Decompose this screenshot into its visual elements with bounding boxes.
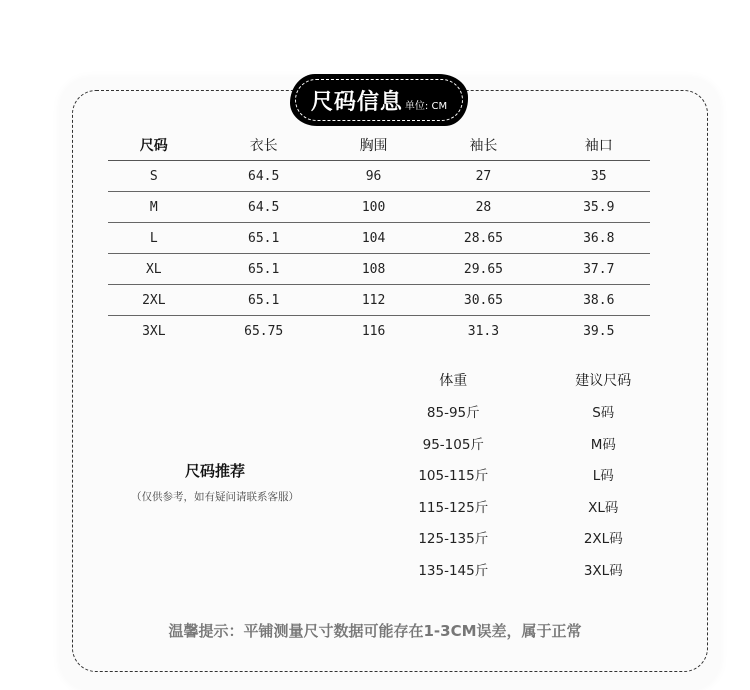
cell-cuff: 38.6 [548, 285, 651, 316]
title-badge [290, 74, 468, 126]
cell-sleeve: 28.65 [419, 223, 547, 254]
cell-cuff: 35.9 [548, 192, 651, 223]
cell-cuff: 39.5 [583, 323, 615, 339]
cell-weight: 115-125斤 [418, 499, 489, 516]
table-row [370, 396, 670, 428]
table-row [370, 553, 670, 585]
table-row [108, 192, 650, 223]
cell-length: 65.75 [244, 323, 284, 339]
recommend-title: 尺码推荐 [184, 462, 245, 480]
cell-suggested-size: S码 [592, 405, 615, 422]
cell-chest: 108 [328, 254, 420, 285]
table-row [108, 223, 650, 254]
cell-weight: 85-95斤 [426, 405, 480, 422]
cell-chest: 96 [328, 161, 420, 192]
table-row [108, 161, 650, 192]
size-table [108, 130, 650, 346]
header-cuff: 袖口 [548, 130, 651, 161]
cell-length: 64.5 [200, 161, 328, 192]
header-length: 衣长 [200, 130, 328, 161]
table-row [370, 490, 670, 522]
cell-suggested-size: M码 [590, 436, 616, 453]
cell-sleeve: 31.3 [467, 323, 500, 339]
cell-weight: 95-105斤 [422, 436, 484, 453]
header-chest: 胸围 [328, 130, 420, 161]
table-row [108, 285, 650, 316]
cell-sleeve: 30.65 [419, 285, 547, 316]
cell-size: 3XL [142, 323, 166, 339]
cell-cuff: 36.8 [548, 223, 651, 254]
cell-size: XL [108, 254, 200, 285]
table-row [108, 254, 650, 285]
cell-suggested-size: 2XL码 [583, 531, 623, 548]
header-sleeve: 袖长 [419, 130, 547, 161]
cell-cuff: 37.7 [548, 254, 651, 285]
cell-sleeve: 28 [419, 192, 547, 223]
cell-length: 65.1 [200, 254, 328, 285]
table-row [370, 427, 670, 459]
cell-chest: 104 [328, 223, 420, 254]
header-size: 尺码 [108, 130, 200, 161]
measurement-tip: 温馨提示：平铺测量尺寸数据可能存在1-3CM误差，属于正常 [168, 622, 582, 640]
cell-suggested-size: 3XL码 [583, 562, 623, 579]
cell-size: M [108, 192, 200, 223]
cell-length: 64.5 [200, 192, 328, 223]
cell-weight: 105-115斤 [418, 468, 489, 485]
cell-length: 65.1 [200, 285, 328, 316]
cell-chest: 100 [328, 192, 420, 223]
cell-weight: 125-135斤 [418, 531, 489, 548]
recommend-table [370, 364, 670, 585]
cell-cuff: 35 [548, 161, 651, 192]
cell-chest: 112 [328, 285, 420, 316]
recommend-note: （仅供参考，如有疑问请联系客服） [131, 491, 299, 503]
cell-size: S [108, 161, 200, 192]
recommend-table-header [370, 364, 670, 396]
table-row [108, 316, 650, 347]
cell-size: 2XL [108, 285, 200, 316]
header-suggested-size: 建议尺码 [575, 372, 632, 389]
table-row [370, 522, 670, 554]
cell-sleeve: 27 [419, 161, 547, 192]
cell-chest: 116 [361, 323, 386, 339]
header-weight: 体重 [439, 372, 468, 389]
size-table-header [108, 130, 650, 161]
cell-sleeve: 29.65 [419, 254, 547, 285]
unit-label: 单位: CM [404, 100, 448, 112]
table-row [370, 459, 670, 491]
cell-size: L [108, 223, 200, 254]
page-title: 尺码信息 [310, 89, 403, 115]
cell-weight: 135-145斤 [418, 562, 489, 579]
cell-length: 65.1 [200, 223, 328, 254]
cell-suggested-size: L码 [592, 468, 614, 485]
cell-suggested-size: XL码 [588, 499, 619, 516]
